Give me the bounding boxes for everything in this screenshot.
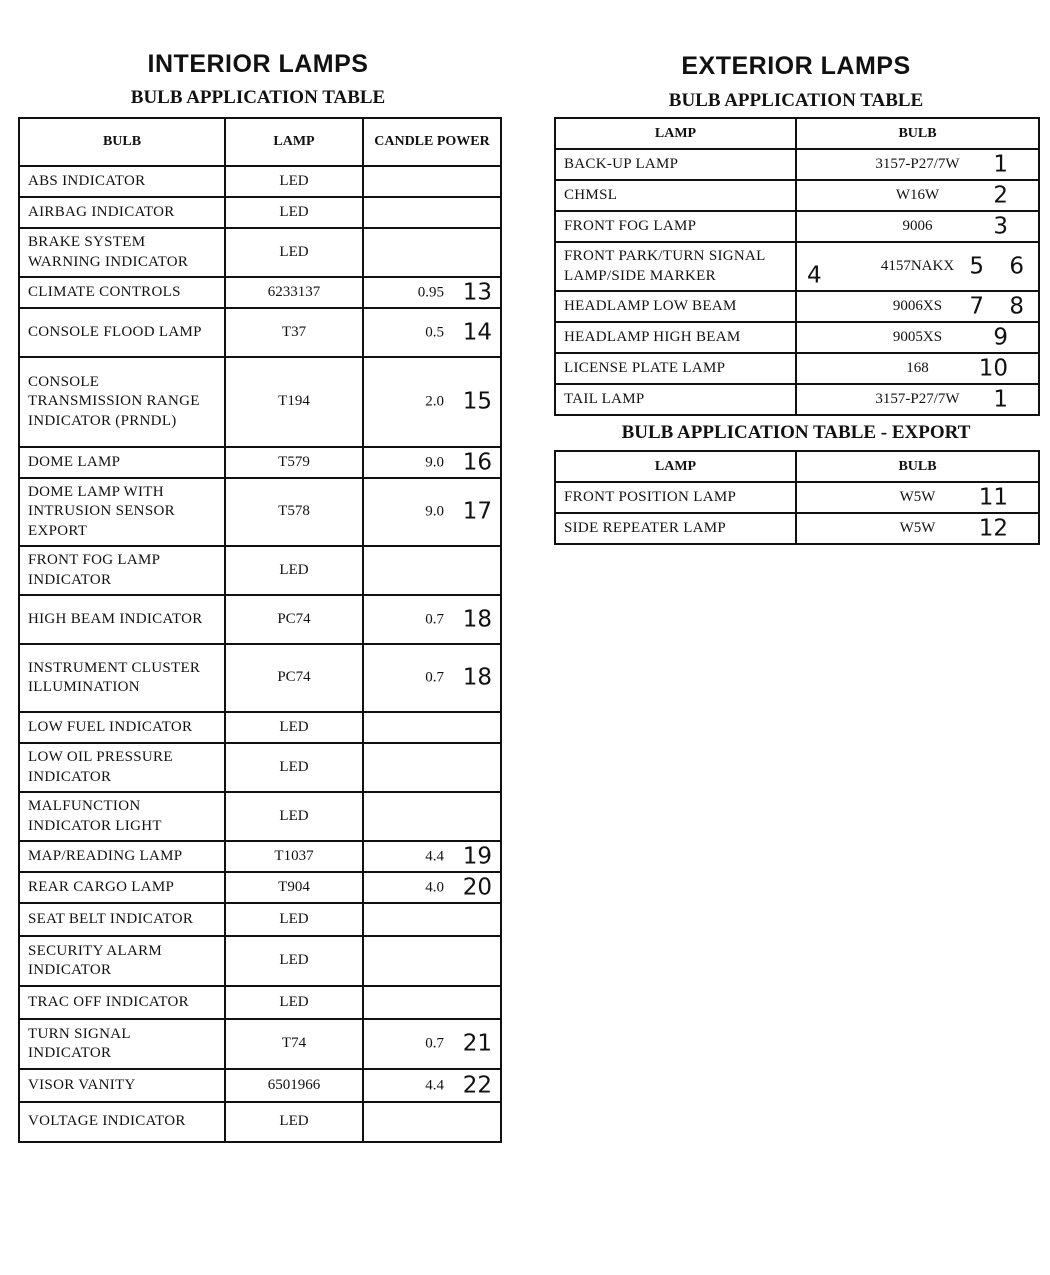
- bulb-value: 4157NAKX: [880, 257, 955, 274]
- header-lamp: LAMP: [555, 118, 796, 149]
- bulb-cell: [796, 180, 1039, 211]
- candle-power-cell: [363, 308, 501, 357]
- callout-number: 18: [462, 664, 492, 691]
- callout-number: 16: [462, 449, 492, 475]
- lamp-name-cell: HEADLAMP HIGH BEAM: [555, 322, 796, 353]
- table-row: [19, 166, 501, 197]
- lamp-cell: LED: [225, 986, 363, 1019]
- candle-power-cell: [363, 644, 501, 712]
- candle-power-value: 0.7: [425, 1035, 444, 1052]
- bulb-value: 9006XS: [892, 297, 943, 314]
- callout-number: 20: [462, 874, 492, 900]
- lamp-cell: LED: [225, 743, 363, 792]
- candle-power-cell: [363, 841, 501, 872]
- candle-power-cell: [363, 903, 501, 936]
- bulb-name-cell: FRONT FOG LAMP INDICATOR: [19, 546, 225, 595]
- bulb-cell: [796, 149, 1039, 180]
- table-row: [19, 228, 501, 277]
- bulb-name-cell: DOME LAMP: [19, 447, 225, 478]
- interior-subtitle: BULB APPLICATION TABLE: [130, 87, 386, 108]
- table-row: [555, 149, 1039, 180]
- bulb-cell: [796, 384, 1039, 415]
- exterior-title: EXTERIOR LAMPS: [681, 52, 911, 80]
- callout-number: 19: [462, 843, 492, 869]
- callout-number: 3: [993, 213, 1008, 239]
- callout-number: 12: [978, 515, 1008, 541]
- lamp-name-cell: HEADLAMP LOW BEAM: [555, 291, 796, 322]
- bulb-name-cell: TRAC OFF INDICATOR: [19, 986, 225, 1019]
- candle-power-cell: [363, 1069, 501, 1102]
- bulb-name-cell: AIRBAG INDICATOR: [19, 197, 225, 228]
- export-subtitle: BULB APPLICATION TABLE - EXPORT: [621, 422, 971, 443]
- bulb-name-cell: REAR CARGO LAMP: [19, 872, 225, 903]
- table-row: [555, 242, 1039, 291]
- lamp-cell: T579: [225, 447, 363, 478]
- table-row: [555, 353, 1039, 384]
- lamp-name-cell: BACK-UP LAMP: [555, 149, 796, 180]
- bulb-name-cell: BRAKE SYSTEM WARNING INDICATOR: [19, 228, 225, 277]
- table-row: [19, 277, 501, 308]
- bulb-name-cell: LOW OIL PRESSURE INDICATOR: [19, 743, 225, 792]
- callout-number: 1: [993, 386, 1008, 412]
- bulb-value: 9006: [902, 217, 933, 234]
- candle-power-cell: [363, 792, 501, 841]
- exterior-bulb-table: [554, 117, 1040, 416]
- lamp-cell: LED: [225, 197, 363, 228]
- candle-power-cell: [363, 986, 501, 1019]
- table-row: [19, 595, 501, 644]
- table-row: [19, 986, 501, 1019]
- lamp-name-cell: FRONT FOG LAMP: [555, 211, 796, 242]
- candle-power-value: 2.0: [425, 393, 444, 410]
- table-row: [19, 903, 501, 936]
- table-row: [19, 1102, 501, 1142]
- bulb-name-cell: INSTRUMENT CLUSTER ILLUMINATION: [19, 644, 225, 712]
- candle-power-cell: [363, 1019, 501, 1069]
- header-bulb: BULB: [796, 118, 1039, 149]
- callout-number: 11: [978, 484, 1008, 510]
- interior-title: INTERIOR LAMPS: [147, 50, 369, 78]
- callout-number: 5: [969, 253, 984, 279]
- candle-power-value: 0.5: [425, 323, 444, 340]
- bulb-name-cell: CONSOLE FLOOD LAMP: [19, 308, 225, 357]
- candle-power-value: 9.0: [425, 453, 444, 470]
- bulb-name-cell: LOW FUEL INDICATOR: [19, 712, 225, 743]
- candle-power-value: 4.4: [425, 847, 444, 864]
- table-row: [19, 546, 501, 595]
- candle-power-value: 4.4: [425, 1076, 444, 1093]
- lamp-cell: PC74: [225, 595, 363, 644]
- callout-number: 4: [807, 262, 822, 289]
- callout-number: 10: [978, 355, 1008, 381]
- table-row: [555, 291, 1039, 322]
- bulb-value: 9005XS: [892, 328, 943, 345]
- table-row: [19, 1019, 501, 1069]
- lamp-name-cell: TAIL LAMP: [555, 384, 796, 415]
- lamp-cell: T37: [225, 308, 363, 357]
- bulb-value: 168: [906, 359, 929, 376]
- candle-power-value: 0.7: [425, 669, 444, 686]
- bulb-name-cell: MALFUNCTION INDICATOR LIGHT: [19, 792, 225, 841]
- bulb-name-cell: ABS INDICATOR: [19, 166, 225, 197]
- candle-power-cell: [363, 546, 501, 595]
- bulb-cell: [796, 353, 1039, 384]
- lamp-name-cell: SIDE REPEATER LAMP: [555, 513, 796, 544]
- candle-power-cell: [363, 197, 501, 228]
- table-row: [19, 197, 501, 228]
- lamp-cell: 6233137: [225, 277, 363, 308]
- bulb-value: W16W: [895, 186, 940, 203]
- lamp-cell: LED: [225, 228, 363, 277]
- table-row: [19, 1069, 501, 1102]
- callout-number: 15: [462, 388, 492, 415]
- header-candle-power: CANDLE POWER: [363, 118, 501, 166]
- lamp-cell: LED: [225, 936, 363, 986]
- lamp-cell: LED: [225, 903, 363, 936]
- bulb-name-cell: MAP/READING LAMP: [19, 841, 225, 872]
- callout-number: 18: [462, 606, 492, 632]
- lamp-cell: T904: [225, 872, 363, 903]
- candle-power-cell: [363, 447, 501, 478]
- lamp-name-cell: FRONT POSITION LAMP: [555, 482, 796, 513]
- bulb-value: W5W: [899, 488, 936, 505]
- candle-power-cell: [363, 166, 501, 197]
- candle-power-value: 0.95: [417, 283, 444, 300]
- table-row: [19, 792, 501, 841]
- bulb-value: 3157-P27/7W: [875, 155, 960, 172]
- bulb-value: 3157-P27/7W: [875, 390, 960, 407]
- lamp-cell: T194: [225, 357, 363, 447]
- table-row: [555, 482, 1039, 513]
- lamp-name-cell: CHMSL: [555, 180, 796, 211]
- bulb-name-cell: VOLTAGE INDICATOR: [19, 1102, 225, 1142]
- candle-power-cell: [363, 478, 501, 546]
- candle-power-value: 0.7: [425, 610, 444, 627]
- candle-power-cell: [363, 277, 501, 308]
- candle-power-cell: [363, 936, 501, 986]
- table-row: [19, 644, 501, 712]
- table-row: [555, 513, 1039, 544]
- lamp-cell: LED: [225, 1102, 363, 1142]
- bulb-name-cell: TURN SIGNAL INDICATOR: [19, 1019, 225, 1069]
- callout-number: 21: [462, 1030, 492, 1057]
- candle-power-cell: [363, 595, 501, 644]
- lamp-cell: LED: [225, 166, 363, 197]
- lamp-cell: LED: [225, 792, 363, 841]
- table-row: [19, 478, 501, 546]
- candle-power-cell: [363, 743, 501, 792]
- lamp-name-cell: LICENSE PLATE LAMP: [555, 353, 796, 384]
- table-row: [555, 211, 1039, 242]
- candle-power-value: 9.0: [425, 503, 444, 520]
- bulb-name-cell: DOME LAMP WITH INTRUSION SENSOR EXPORT: [19, 478, 225, 546]
- table-row: [555, 180, 1039, 211]
- candle-power-value: 4.0: [425, 878, 444, 895]
- candle-power-cell: [363, 357, 501, 447]
- callout-number: 14: [462, 319, 492, 345]
- bulb-cell: [796, 291, 1039, 322]
- callout-number: 1: [993, 151, 1008, 177]
- bulb-cell: [796, 242, 1039, 291]
- callout-number: 9: [993, 324, 1008, 350]
- table-row: [19, 447, 501, 478]
- table-row: [19, 712, 501, 743]
- candle-power-cell: [363, 228, 501, 277]
- callout-number: 13: [462, 279, 492, 305]
- callout-number: 6: [1009, 253, 1024, 279]
- header-bulb: BULB: [796, 451, 1039, 482]
- callout-number: 17: [462, 498, 492, 525]
- candle-power-cell: [363, 712, 501, 743]
- table-row: [19, 308, 501, 357]
- header-bulb: BULB: [19, 118, 225, 166]
- bulb-name-cell: CLIMATE CONTROLS: [19, 277, 225, 308]
- lamp-cell: T578: [225, 478, 363, 546]
- callout-number: 8: [1009, 293, 1024, 319]
- callout-number: 22: [462, 1072, 492, 1098]
- table-row: [19, 872, 501, 903]
- candle-power-cell: [363, 1102, 501, 1142]
- callout-number: 2: [993, 182, 1008, 208]
- lamp-cell: 6501966: [225, 1069, 363, 1102]
- lamp-cell: LED: [225, 546, 363, 595]
- lamp-cell: PC74: [225, 644, 363, 712]
- interior-bulb-table: [18, 117, 502, 1143]
- table-row: [19, 743, 501, 792]
- lamp-cell: T1037: [225, 841, 363, 872]
- exterior-subtitle: BULB APPLICATION TABLE: [668, 90, 924, 111]
- bulb-cell: [796, 482, 1039, 513]
- lamp-cell: LED: [225, 712, 363, 743]
- bulb-cell: [796, 211, 1039, 242]
- bulb-name-cell: SEAT BELT INDICATOR: [19, 903, 225, 936]
- callout-number: 7: [969, 293, 984, 319]
- header-lamp: LAMP: [555, 451, 796, 482]
- table-row: [555, 322, 1039, 353]
- table-row: [19, 841, 501, 872]
- header-lamp: LAMP: [225, 118, 363, 166]
- bulb-name-cell: SECURITY ALARM INDICATOR: [19, 936, 225, 986]
- table-row: [19, 357, 501, 447]
- table-row: [19, 936, 501, 986]
- bulb-value: W5W: [899, 519, 936, 536]
- candle-power-cell: [363, 872, 501, 903]
- lamp-name-cell: FRONT PARK/TURN SIGNAL LAMP/SIDE MARKER: [555, 242, 796, 291]
- table-row: [555, 384, 1039, 415]
- bulb-cell: [796, 322, 1039, 353]
- bulb-name-cell: HIGH BEAM INDICATOR: [19, 595, 225, 644]
- bulb-cell: [796, 513, 1039, 544]
- lamp-cell: T74: [225, 1019, 363, 1069]
- export-bulb-table: [554, 450, 1040, 545]
- bulb-name-cell: VISOR VANITY: [19, 1069, 225, 1102]
- bulb-name-cell: CONSOLE TRANSMISSION RANGE INDICATOR (PRNDL): [19, 357, 225, 447]
